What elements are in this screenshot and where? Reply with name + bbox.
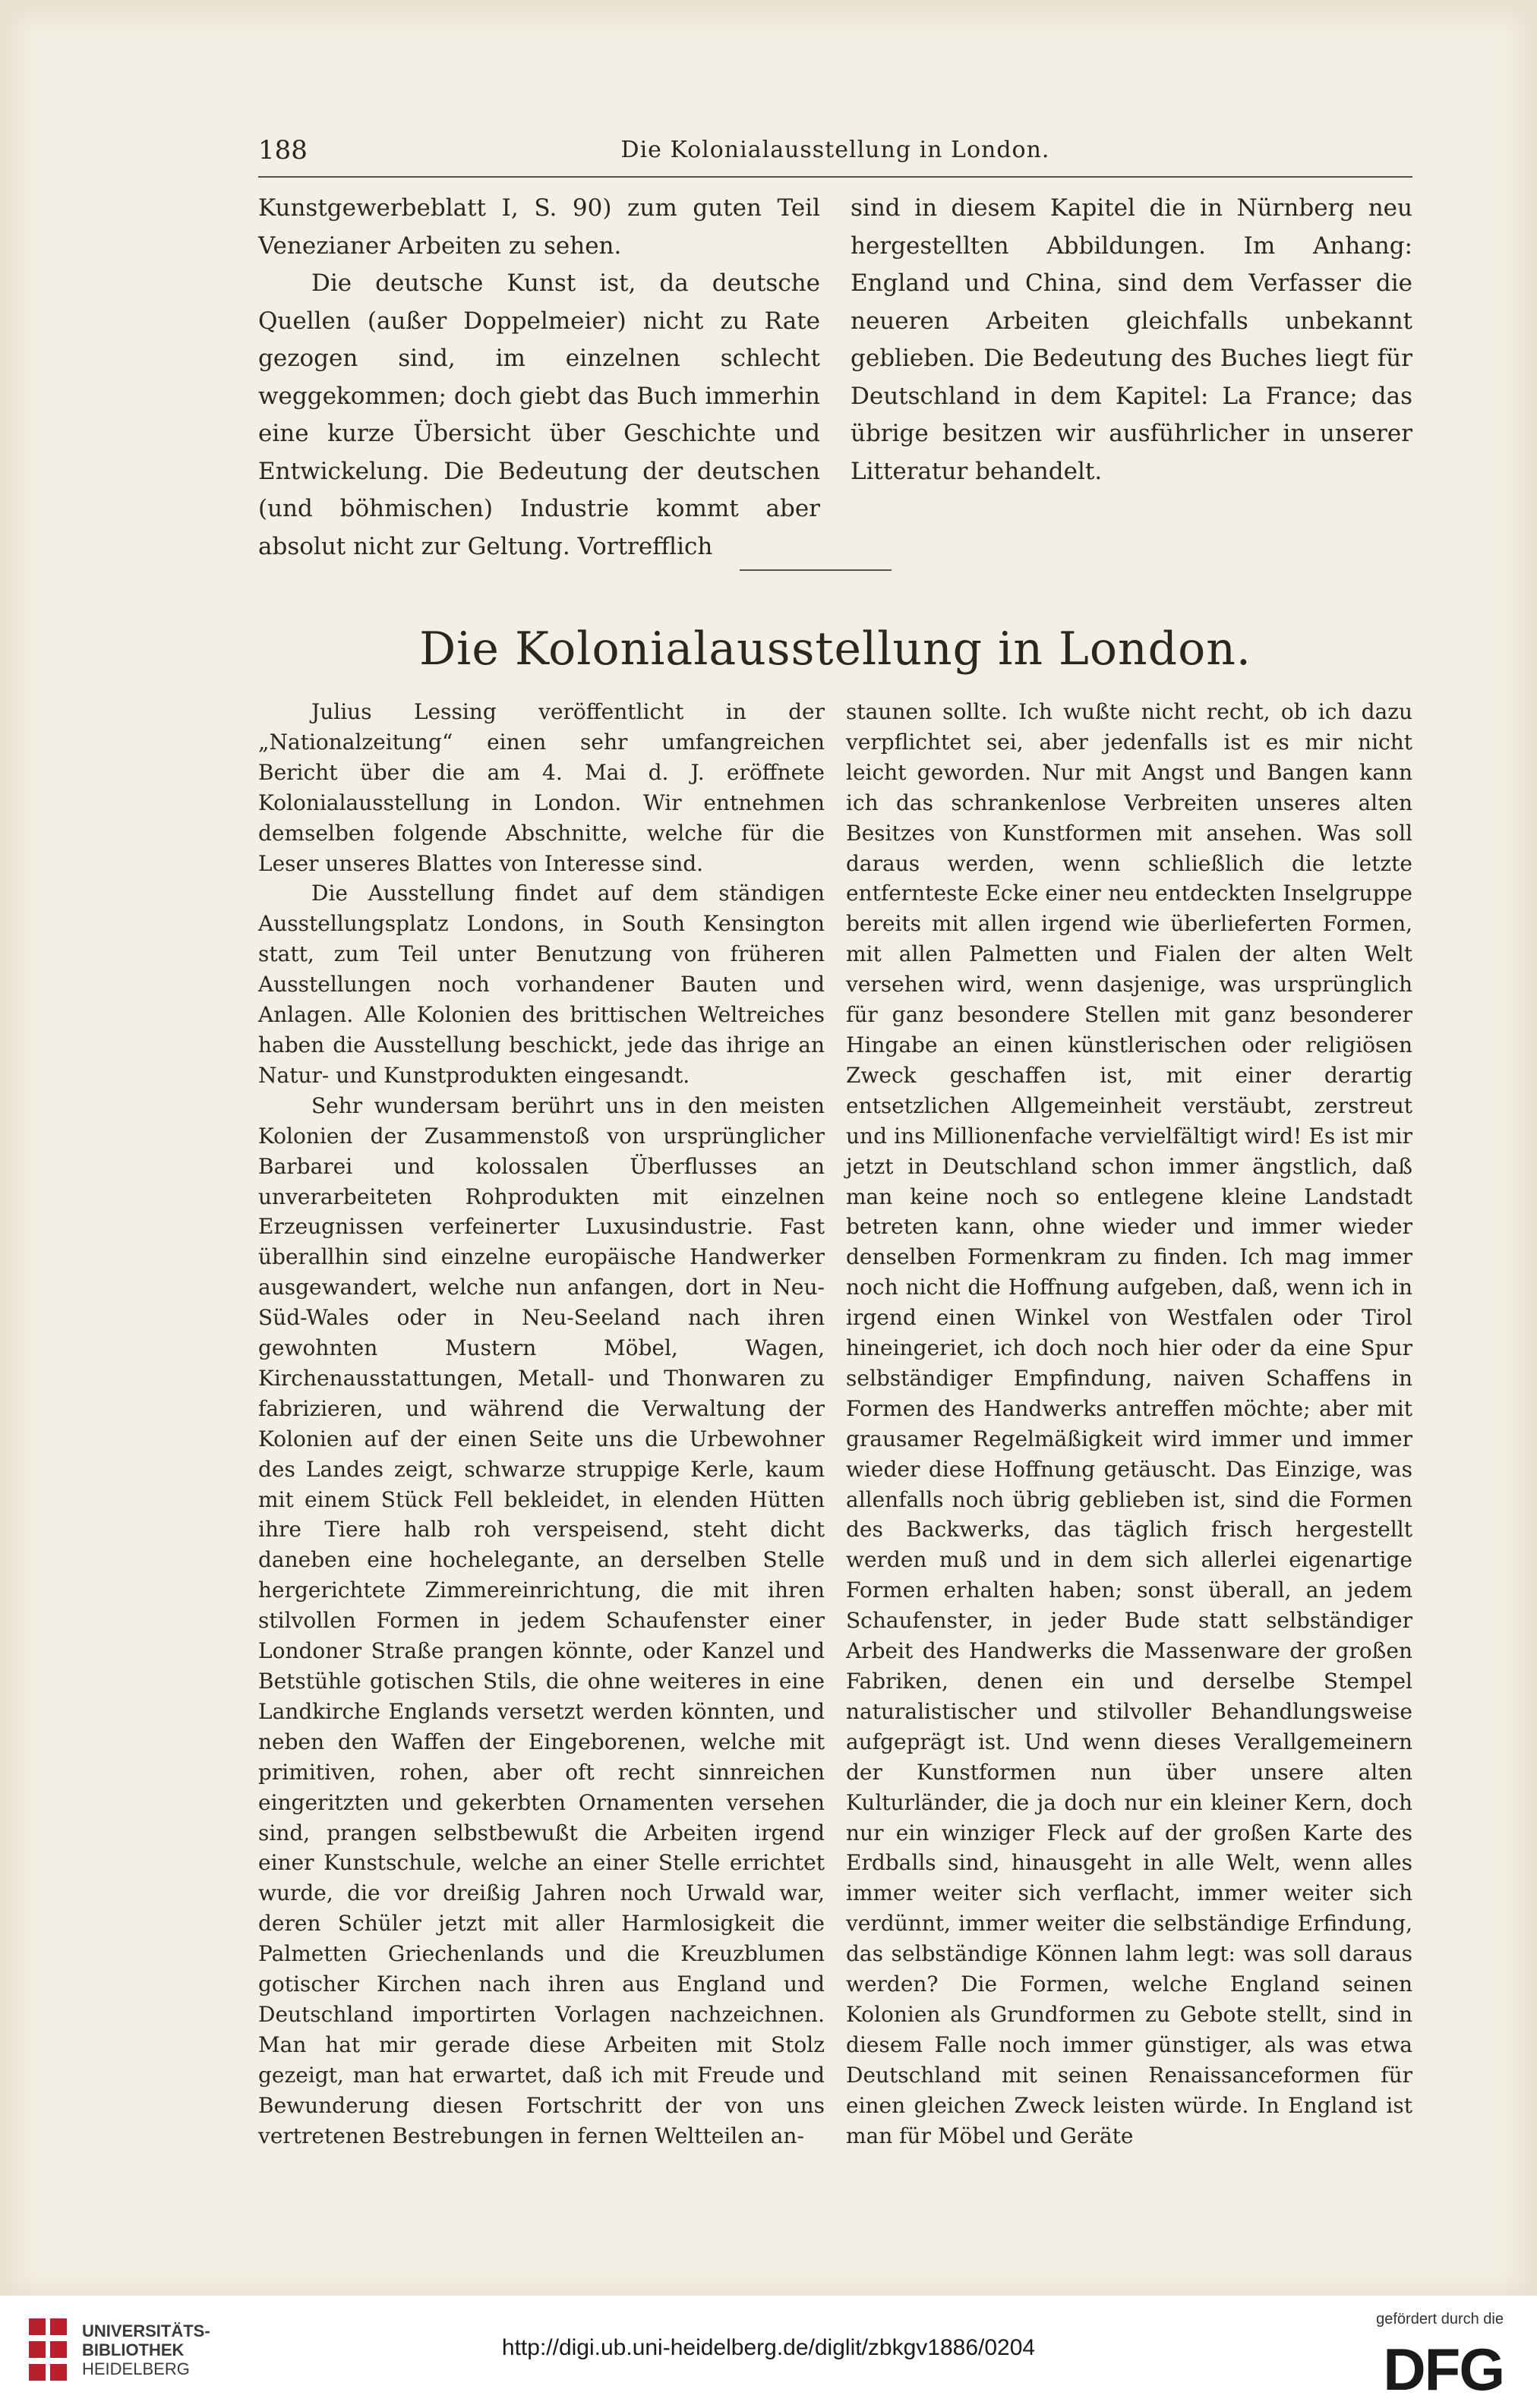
running-head: [258, 135, 1412, 169]
dfg-logo: DFG: [1383, 2336, 1504, 2403]
header-rule: [258, 176, 1412, 178]
article-body: [258, 697, 1412, 2151]
article-right-column: [846, 697, 1412, 2151]
article-title: Die Kolonialausstellung in London.: [419, 622, 1251, 676]
paragraph: Kunstgewerbeblatt I, S. 90) zum guten Teil Venezianer Arbeiten zu sehen.: [258, 194, 820, 260]
paragraph: Die deutsche Kunst ist, da deutsche Quellen (außer Doppelmeier) nicht zu Rate gezogen sind, im einzelnen schlecht weggekommen; doch giebt das Buch immerhin eine kurze Übersicht über Geschichte und Entwickelung. Die Bedeutung der deutschen (und böhmischen) Industrie kommt aber absolut nicht zur Geltung. Vortrefflich: [258, 269, 820, 560]
university-name: UNIVERSITÄTS- BIBLIOTHEK HEIDELBERG: [82, 2321, 210, 2378]
funding-note: gefördert durch die: [1376, 2311, 1504, 2328]
previous-article-ending: [258, 190, 1412, 566]
paragraph: Die Ausstellung findet auf dem ständigen Ausstellungsplatz Londons, in South Kensington statt, zum Teil unter Benutzung von früheren Ausstellungen noch vorhandener Bauten und Anlagen. Alle Kolonien des brittischen Weltreiches haben die Ausstellung beschickt, jede das ihrige an Natur- und Kunstprodukten eingesandt.: [258, 881, 825, 1088]
paragraph: Sehr wundersam berührt uns in den meisten Kolonien der Zusammenstoß von ursprünglicher Barbarei und kolossalen Überflusses an unverarbeiteten Rohprodukten mit einzelnen Erzeugnissen verfeinerter Luxusindustrie. Fast überallhin sind einzelne europäische Handwerker ausgewandert, welche nun anfangen, dort in Neu-Süd-Wales oder in Neu-Seeland nach ihren gewohnten Mustern Möbel, Wagen, Kirchenausstattungen, Metall- und Thonwaren zu fabrizieren, und während die Verwaltung der Kolonien auf der einen Seite uns die Urbewohner des Landes zeigt, schwarze struppige Kerle, kaum mit einem Stück Fell bekleidet, in elenden Hütten ihre Tiere halb roh verspeisend, steht dicht daneben eine hochelegante, an derselben Stelle hergerichtete Zimmereinrichtung, die mit ihren stilvollen Formen in jedem Schaufenster einer Londoner Straße prangen könnte, oder Kanzel und Betstühle gotischen Stils, die ohne weiteres in eine Landkirche Englands versetzt werden könnten, und neben den Waffen der Eingeborenen, welche mit primitiven, rohen, aber oft recht sinnreichen eingeritzten und gekerbten Ornamenten versehen sind, prangen selbstbewußt die Arbeiten irgend einer Kunstschule, welche an einer Stelle errichtet wurde, die vor dreißig Jahren noch Urwald war, deren Schüler jetzt mit aller Harmlosigkeit die Palmetten Griechenlands und die Kreuzblumen gotischer Kirchen nach ihren aus England und Deutschland importirten Vorlagen nachzeichnen. Man hat mir gerade diese Arbeiten mit Stolz gezeigt, man hat erwartet, daß ich mit Freude und Bewunderung diesen Fortschritt der von uns vertretenen Bestrebungen in fernen Weltteilen an-: [258, 1092, 825, 2148]
paragraph: Julius Lessing veröffentlicht in der „Nationalzeitung“ einen sehr umfangreichen Bericht über die am 4. Mai d. J. eröffnete Kolonialausstellung in London. Wir entnehmen demselben folgende Abschnitte, welche für die Leser unseres Blattes von Interesse sind.: [258, 699, 825, 876]
page-number: 188: [258, 135, 308, 165]
paragraph: staunen sollte. Ich wußte nicht recht, ob ich dazu verpflichtet sei, aber jedenfalls ist es mir nicht leicht geworden. Nur mit Angst und Bangen kann ich das schrankenlose Verbreiten unseres alten Besitzes von Kunstformen mit ansehen. Was soll daraus werden, wenn schließlich die letzte entfernteste Ecke einer neu entdeckten Inselgruppe bereits mit allen irgend wie überlieferten Formen, mit allen Palmetten und Fialen der alten Welt versehen wird, wenn dasjenige, was ursprünglich für ganz besondere Stellen mit ganz besonderer Hingabe an einen künstlerischen oder religiösen Zweck geschaffen ist, mit einer derartig entsetzlichen Allgemeinheit verstäubt, zerstreut und ins Millionenfache vervielfältigt wird! Es ist mir jetzt in Deutschland schon immer ängstlich, daß man keine noch so entlegene kleine Landstadt betreten kann, ohne wieder und immer wieder denselben Formenkram zu finden. Ich mag immer noch nicht die Hoffnung aufgeben, daß, wenn ich in irgend einen Winkel von Westfalen oder Tirol hineingeriet, ich doch noch hier oder da eine Spur selbständiger Empfindung, naiven Schaffens in Formen des Handwerks antreffen möchte; aber mit grausamer Regelmäßigkeit wird immer und immer wieder diese Hoffnung getäuscht. Das Einzige, was allenfalls noch übrig geblieben ist, sind die Formen des Backwerks, das täglich frisch hergestellt werden muß und in dem sich allerlei eigenartige Formen erhalten haben; sonst überall, an jedem Schaufenster, in jeder Bude statt selbständiger Arbeit des Handwerks die Massenware der großen Fabriken, denen ein und derselbe Stempel naturalistischer und stilvoller Behandlungsweise aufgeprägt ist. Und wenn dieses Verallgemeinern der Kunstformen nun über unsere alten Kulturländer, die ja doch nur ein kleiner Kern, doch nur ein winziger Fleck auf der großen Karte des Erdballs sind, hinausgeht in alle Welt, wenn alles immer weiter sich verflacht, immer weiter sich verdünnt, immer weiter die selbständige Erfindung, das selbständige Können lahm legt: was soll daraus werden? Die Formen, welche England seinen Kolonien als Grundformen zu Gebote stellt, sind in diesem Falle noch immer günstiger, als was etwa Deutschland mit seinen Renaissanceformen für einen gleichen Zweck leisten würde. In England ist man für Möbel und Geräte: [846, 699, 1412, 2148]
running-title: Die Kolonialausstellung in London.: [620, 137, 1050, 163]
permalink-url[interactable]: http://digi.ub.uni-heidelberg.de/diglit/zbkgv1886/0204: [501, 2335, 1036, 2360]
previous-article-right-column: [851, 190, 1412, 566]
paragraph: sind in diesem Kapitel die in Nürnberg neu hergestellten Abbildungen. Im Anhang: England und China, sind dem Verfasser die neueren Arbeiten gleichfalls unbekannt geblieben. Die Bedeutung des Buches liegt für Deutschland in dem Kapitel: La France; das übrige besitzen wir ausführlicher in unserer Litteratur behandelt.: [851, 194, 1412, 485]
digitization-footer: [0, 2296, 1537, 2408]
previous-article-left-column: [258, 190, 820, 566]
article-left-column: [258, 697, 825, 2151]
section-divider: [740, 569, 892, 571]
